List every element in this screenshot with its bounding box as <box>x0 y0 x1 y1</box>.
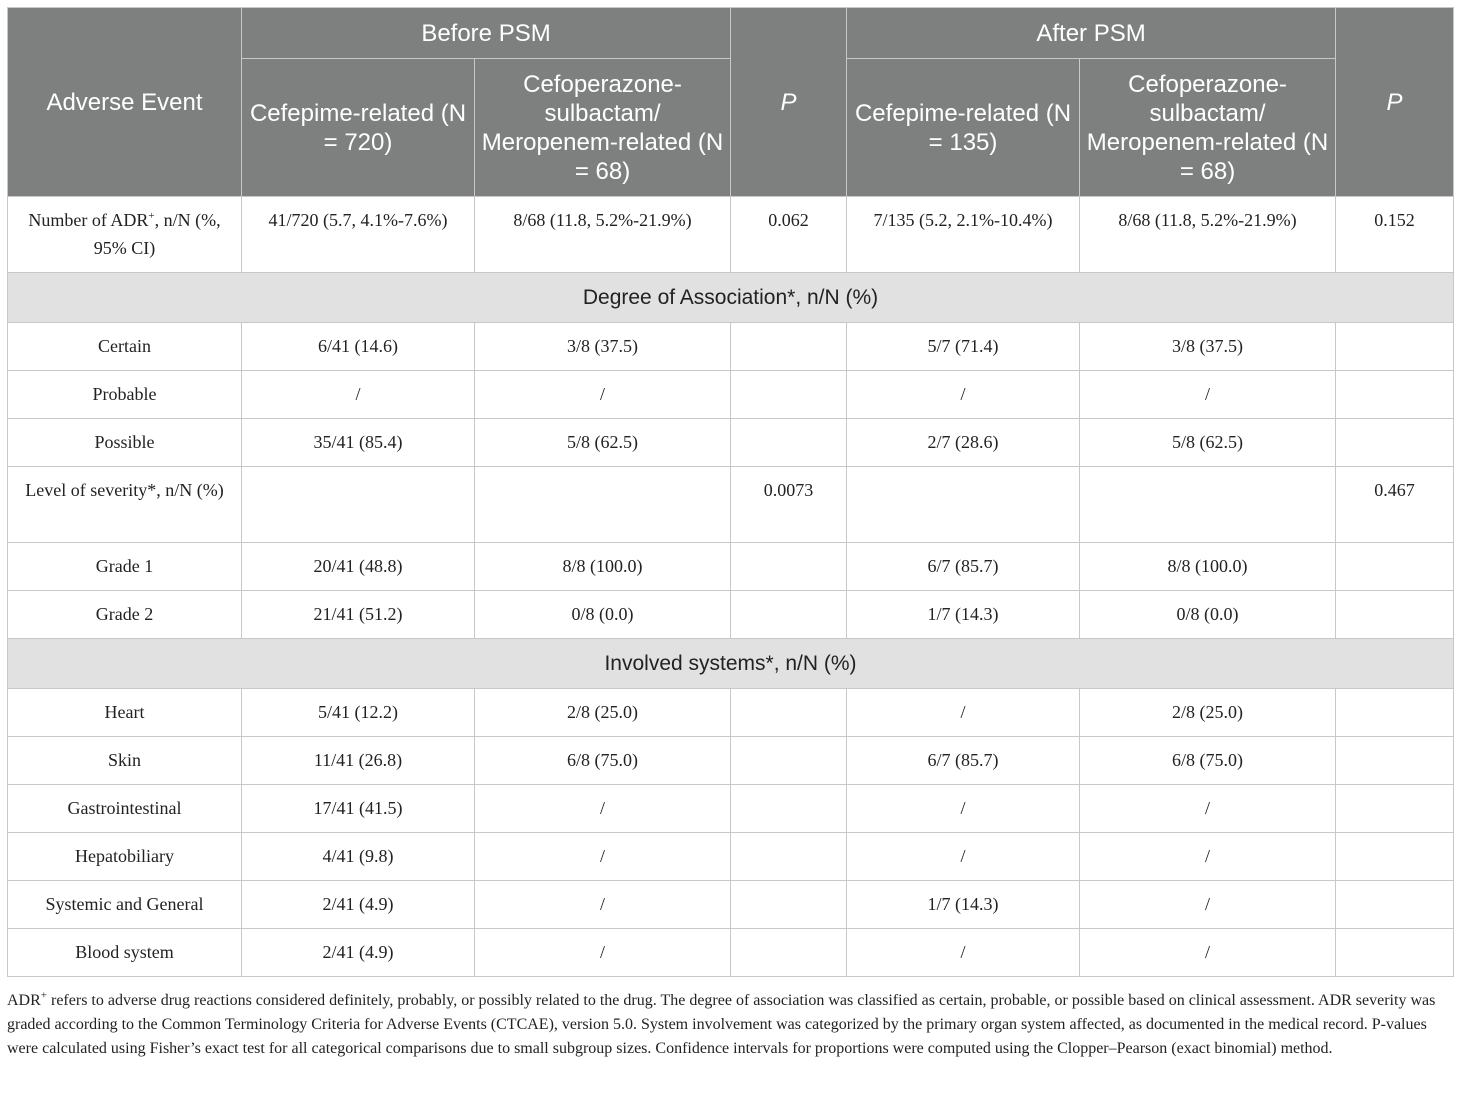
after-cefepime-cell: 1/7 (14.3) <box>847 591 1080 639</box>
adverse-event-header: Adverse Event <box>8 8 242 197</box>
after-comparator-cell <box>1080 467 1336 543</box>
after-cefepime-cell: / <box>847 689 1080 737</box>
row-label: Systemic and General <box>8 881 242 929</box>
table-row <box>8 323 1454 371</box>
after-cefepime-cell <box>847 467 1080 543</box>
after-p-cell <box>1336 929 1454 977</box>
after-comparator-cell: / <box>1080 881 1336 929</box>
table-row <box>8 591 1454 639</box>
before-p-cell <box>731 881 847 929</box>
table-row <box>8 543 1454 591</box>
after-cefepime-cell: / <box>847 371 1080 419</box>
after-comparator-cell: / <box>1080 833 1336 881</box>
after-p-cell <box>1336 419 1454 467</box>
after-psm-header: After PSM <box>847 8 1336 59</box>
section-systems-label: Involved systems*, n/N (%) <box>8 639 1454 689</box>
row-label: Level of severity*, n/N (%) <box>8 467 242 543</box>
table-row <box>8 419 1454 467</box>
before-comparator-cell: 6/8 (75.0) <box>475 737 731 785</box>
before-comparator-cell <box>475 467 731 543</box>
after-cefepime-cell: 6/7 (85.7) <box>847 737 1080 785</box>
after-p-header: P <box>1336 8 1454 197</box>
before-cefepime-cell: 2/41 (4.9) <box>242 881 475 929</box>
after-comparator-cell: 2/8 (25.0) <box>1080 689 1336 737</box>
row-label: Grade 1 <box>8 543 242 591</box>
after-p-cell <box>1336 543 1454 591</box>
table-row <box>8 785 1454 833</box>
row-label: Certain <box>8 323 242 371</box>
adr-before-comparator: 8/68 (11.8, 5.2%-21.9%) <box>475 197 731 273</box>
before-cefepime-cell: 6/41 (14.6) <box>242 323 475 371</box>
adr-after-comparator: 8/68 (11.8, 5.2%-21.9%) <box>1080 197 1336 273</box>
adverse-events-table <box>7 7 1454 977</box>
table-row <box>8 833 1454 881</box>
after-p-cell <box>1336 833 1454 881</box>
before-cefepime-header: Cefepime-related (N = 720) <box>242 59 475 197</box>
before-cefepime-cell: 35/41 (85.4) <box>242 419 475 467</box>
before-cefepime-cell: 5/41 (12.2) <box>242 689 475 737</box>
before-comparator-cell: / <box>475 371 731 419</box>
adr-before-cefepime: 41/720 (5.7, 4.1%-7.6%) <box>242 197 475 273</box>
after-cefepime-cell: / <box>847 929 1080 977</box>
after-comparator-cell: 8/8 (100.0) <box>1080 543 1336 591</box>
before-p-cell <box>731 737 847 785</box>
adr-after-cefepime: 7/135 (5.2, 2.1%-10.4%) <box>847 197 1080 273</box>
before-p-cell <box>731 785 847 833</box>
table-row <box>8 689 1454 737</box>
after-cefepime-cell: 1/7 (14.3) <box>847 881 1080 929</box>
after-comparator-cell: 5/8 (62.5) <box>1080 419 1336 467</box>
row-label: Grade 2 <box>8 591 242 639</box>
before-comparator-cell: / <box>475 785 731 833</box>
before-psm-header: Before PSM <box>242 8 731 59</box>
after-comparator-cell: 0/8 (0.0) <box>1080 591 1336 639</box>
row-label: Probable <box>8 371 242 419</box>
before-comparator-cell: / <box>475 833 731 881</box>
after-cefepime-cell: / <box>847 785 1080 833</box>
after-cefepime-header: Cefepime-related (N = 135) <box>847 59 1080 197</box>
row-label: Skin <box>8 737 242 785</box>
row-label: Heart <box>8 689 242 737</box>
before-p-cell <box>731 323 847 371</box>
before-p-cell: 0.0073 <box>731 467 847 543</box>
before-comparator-cell: 5/8 (62.5) <box>475 419 731 467</box>
before-cefepime-cell: 11/41 (26.8) <box>242 737 475 785</box>
before-p-cell <box>731 591 847 639</box>
after-p-cell: 0.467 <box>1336 467 1454 543</box>
table-row <box>8 467 1454 543</box>
row-label: Gastrointestinal <box>8 785 242 833</box>
after-p-cell <box>1336 323 1454 371</box>
before-p-cell <box>731 543 847 591</box>
adr-count-label: Number of ADR+, n/N (%, 95% CI) <box>8 197 242 273</box>
before-p-cell <box>731 689 847 737</box>
table-row <box>8 881 1454 929</box>
after-comparator-header: Cefoperazone-sulbactam/ Meropenem-related (N = 68) <box>1080 59 1336 197</box>
after-cefepime-cell: 6/7 (85.7) <box>847 543 1080 591</box>
after-comparator-cell: / <box>1080 371 1336 419</box>
adr-before-p: 0.062 <box>731 197 847 273</box>
before-comparator-cell: 0/8 (0.0) <box>475 591 731 639</box>
adr-count-row <box>8 197 1454 273</box>
table-row <box>8 371 1454 419</box>
before-comparator-cell: / <box>475 929 731 977</box>
before-cefepime-cell <box>242 467 475 543</box>
before-p-header: P <box>731 8 847 197</box>
after-cefepime-cell: 5/7 (71.4) <box>847 323 1080 371</box>
after-cefepime-cell: 2/7 (28.6) <box>847 419 1080 467</box>
table-row <box>8 737 1454 785</box>
after-cefepime-cell: / <box>847 833 1080 881</box>
before-comparator-cell: 3/8 (37.5) <box>475 323 731 371</box>
section-row-association <box>8 273 1454 323</box>
table-footnote: ADR+ refers to adverse drug reactions considered definitely, probably, or possibly related to the drug. The degree of association was classified as certain, probable, or possible based on clinical assessment. ADR severity was graded according to the Common Terminology Criteria for Adverse Events (CTCAE), version 5.0. System involvement was categorized by the primary organ system affected, as documented in the medical record. P-values were calculated using Fisher’s exact test for all categorical comparisons due to small subgroup sizes. Confidence intervals for proportions were computed using the Clopper–Pearson (exact binomial) method. <box>7 989 1436 1057</box>
after-p-cell <box>1336 591 1454 639</box>
after-p-cell <box>1336 881 1454 929</box>
after-comparator-cell: / <box>1080 785 1336 833</box>
before-p-cell <box>731 929 847 977</box>
before-p-cell <box>731 419 847 467</box>
header-row-groups <box>8 8 1454 59</box>
before-comparator-cell: 2/8 (25.0) <box>475 689 731 737</box>
after-comparator-cell: / <box>1080 929 1336 977</box>
before-cefepime-cell: 21/41 (51.2) <box>242 591 475 639</box>
after-comparator-cell: 6/8 (75.0) <box>1080 737 1336 785</box>
row-label: Possible <box>8 419 242 467</box>
before-cefepime-cell: 2/41 (4.9) <box>242 929 475 977</box>
section-row-systems <box>8 639 1454 689</box>
row-label: Hepatobiliary <box>8 833 242 881</box>
row-label: Blood system <box>8 929 242 977</box>
before-p-cell <box>731 371 847 419</box>
before-comparator-header: Cefoperazone-sulbactam/ Meropenem-related (N = 68) <box>475 59 731 197</box>
before-cefepime-cell: / <box>242 371 475 419</box>
before-comparator-cell: 8/8 (100.0) <box>475 543 731 591</box>
after-p-cell <box>1336 737 1454 785</box>
before-cefepime-cell: 4/41 (9.8) <box>242 833 475 881</box>
before-comparator-cell: / <box>475 881 731 929</box>
before-cefepime-cell: 20/41 (48.8) <box>242 543 475 591</box>
table-row <box>8 929 1454 977</box>
before-cefepime-cell: 17/41 (41.5) <box>242 785 475 833</box>
after-comparator-cell: 3/8 (37.5) <box>1080 323 1336 371</box>
adr-after-p: 0.152 <box>1336 197 1454 273</box>
before-p-cell <box>731 833 847 881</box>
after-p-cell <box>1336 371 1454 419</box>
after-p-cell <box>1336 689 1454 737</box>
table-container <box>7 7 1453 977</box>
section-association-label: Degree of Association*, n/N (%) <box>8 273 1454 323</box>
after-p-cell <box>1336 785 1454 833</box>
